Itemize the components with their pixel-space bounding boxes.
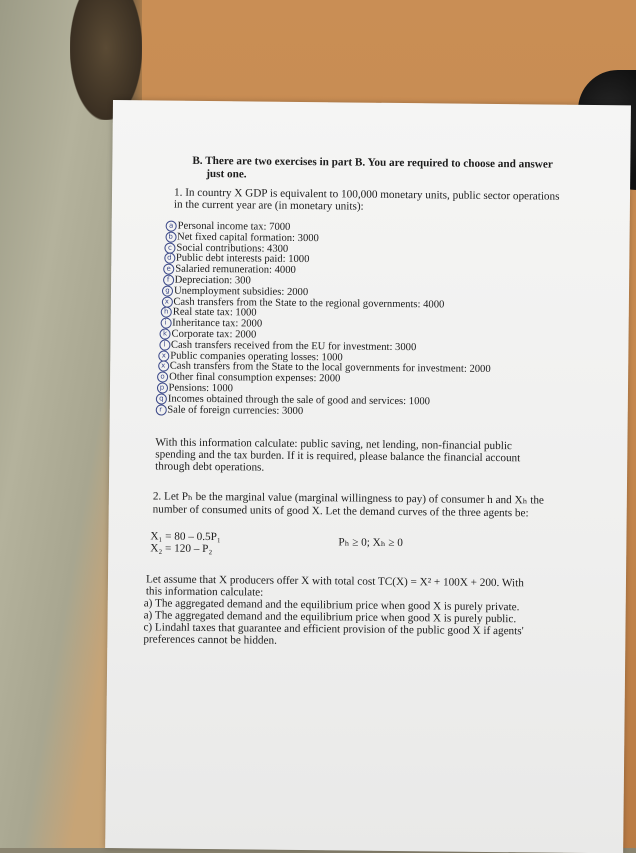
handwritten-mark-icon: e [163, 264, 174, 275]
handwritten-mark-icon: l [159, 339, 170, 350]
list-item-text: Cash transfers from the State to the local governments for investment: 2000 [169, 360, 491, 376]
list-item-text: Personal income tax: 7000 [177, 220, 291, 233]
list-item-text: Other final consumption expenses: 2000 [169, 371, 341, 385]
list-item-text: Net fixed capital formation: 3000 [177, 231, 319, 244]
ex1-closing-2: spending and the tax burden. If it is required, please balance the financial account [155, 448, 521, 465]
ex2-intro-2: number of consumed units of good X. Let the demand curves of the three agents be: [152, 503, 529, 520]
handwritten-mark-icon: o [157, 372, 168, 383]
ex1-intro-2: in the current year are (in monetary units): [173, 198, 364, 213]
handwritten-mark-icon: f [163, 275, 174, 286]
handwritten-mark-icon: x [158, 350, 169, 361]
list-item-text: Inheritance tax: 2000 [172, 317, 263, 330]
list-item-text: Salaried remuneration: 4000 [175, 263, 296, 277]
ex2-equation-1: X₁ = 80 – 0.5P₁ [150, 530, 221, 544]
list-item-text: Public debt interests paid: 1000 [175, 253, 310, 266]
ex2-question-c-1: c) Lindahl taxes that guarantee and efficient provision of the public good X if agents' [143, 621, 524, 638]
header-line-2: just one. [206, 167, 247, 181]
ex2-constraint: Pₕ ≥ 0; Xₕ ≥ 0 [338, 536, 403, 550]
ex2-intro-1: 2. Let Pₕ be the marginal value (marginal willingness to pay) of consumer h and Xₕ the [152, 490, 545, 507]
list-item-text: Sale of foreign currencies: 3000 [167, 404, 304, 417]
ex1-closing-1: With this information calculate: public saving, net lending, non-financial public [155, 436, 512, 453]
handwritten-mark-icon: q [156, 393, 167, 404]
handwritten-mark-icon: k [159, 329, 170, 340]
list-item-text: Incomes obtained through the sale of good and services: 1000 [167, 393, 431, 408]
ex1-closing-3: through debt operations. [155, 460, 265, 474]
list-item-text: Unemployment subsidies: 2000 [173, 285, 309, 298]
handwritten-mark-icon: i [160, 318, 171, 329]
handwritten-mark-icon: b [165, 231, 176, 242]
ex2-equation-2: X₂ = 120 – P₂ [150, 542, 213, 556]
exam-paper [105, 100, 631, 853]
ex2-cost-2: this information calculate: [145, 585, 264, 599]
ex1-intro-1: 1. In country X GDP is equivalent to 100,000 monetary units, public sector operations [173, 186, 560, 203]
list-item [155, 404, 303, 417]
handwritten-mark-icon: c [164, 242, 175, 253]
handwritten-mark-icon: r [155, 404, 166, 415]
list-item-text: Social contributions: 4300 [176, 242, 289, 255]
handwritten-mark-icon: x [161, 296, 172, 307]
list-item-text: Depreciation: 300 [174, 274, 251, 287]
handwritten-mark-icon: a [166, 221, 177, 232]
handwritten-mark-icon: d [164, 253, 175, 264]
ex2-question-c-2: preferences cannot be hidden. [143, 633, 277, 647]
ex2-question-b: a) The aggregated demand and the equilibrium price when good X is purely public. [143, 609, 517, 626]
list-item-text: Public companies operating losses: 1000 [170, 350, 343, 364]
ex2-question-a: a) The aggregated demand and the equilibrium price when good X is purely private. [143, 597, 520, 614]
handwritten-mark-icon: g [162, 285, 173, 296]
list-item-text: Cash transfers received from the EU for investment: 3000 [170, 339, 417, 353]
header-line-1: B. There are two exercises in part B. You are required to choose and answer [192, 154, 553, 171]
list-item-text: Pensions: 1000 [168, 382, 233, 395]
list-item-text: Real state tax: 1000 [172, 307, 257, 319]
ex2-cost-1: Let assume that X producers offer X with total cost TC(X) = X² + 100X + 200. With [145, 573, 524, 590]
list-item-text: Cash transfers from the State to the regional governments: 4000 [173, 296, 445, 311]
handwritten-mark-icon: h [161, 307, 172, 318]
handwritten-mark-icon: p [156, 383, 167, 394]
handwritten-mark-icon: x [158, 361, 169, 372]
list-item-text: Corporate tax: 2000 [171, 328, 257, 341]
